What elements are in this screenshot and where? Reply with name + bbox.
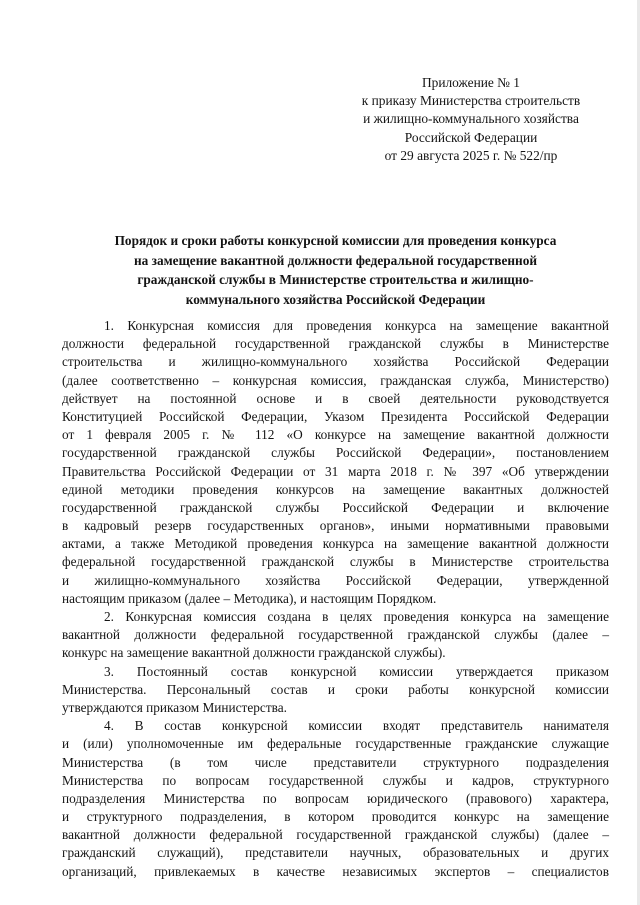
text-line: Конституцией Российской Федерации, Указом Президента Российской Федерации: [62, 408, 609, 424]
document-title: [62, 231, 609, 309]
text-line: Министерства. Персональный состав и сроки работы конкурсной комиссии: [62, 681, 609, 697]
paragraph-1: [62, 317, 609, 608]
text-line: 4. В состав конкурсной комиссии входят представитель нанимателя: [104, 718, 609, 734]
appendix-header: [340, 74, 602, 165]
text-line: 2. Конкурсная комиссия создана в целях проведения конкурса на замещение: [104, 609, 609, 624]
paragraph-3: [62, 663, 609, 718]
text-line: 1. Конкурсная комиссия для проведения конкурса на замещение вакантной: [104, 318, 609, 333]
text-line: и (или) уполномоченные им федеральные государственные гражданские служащие: [62, 736, 609, 752]
text-line: вакантной должности федеральной государственной гражданской службы) (далее –: [62, 827, 609, 843]
text-line: гражданский служащий), представители научных, образовательных и других: [62, 845, 609, 861]
text-line: (далее соответственно – конкурсная комиссия, гражданская служба, Министерство): [62, 372, 609, 388]
document-title-line: Порядок и сроки работы конкурсной комиссии для проведения конкурса: [114, 233, 557, 248]
text-line: организаций, привлекаемых в качестве независимых экспертов – специалистов: [62, 863, 609, 879]
text-line: конкурс на замещение вакантной должности гражданской службы).: [62, 645, 446, 661]
document-body: [62, 317, 609, 881]
paragraph-2: [62, 608, 609, 663]
text-line: актами, а также Методикой проведения конкурса на замещение вакантной должности: [62, 536, 609, 552]
text-line: Правительства Российской Федерации от 31 марта 2018 г. № 397 «Об утверждении: [62, 463, 609, 479]
text-line: Министерства по вопросам государственной службы и кадров, структурного: [62, 772, 609, 788]
text-line: настоящим приказом (далее – Методика), и настоящим Порядком.: [62, 590, 437, 606]
text-line: утверждаются приказом Министерства.: [62, 699, 287, 715]
text-line: от 1 февраля 2005 г. № 112 «О конкурсе на замещение вакантной должности: [62, 427, 609, 443]
text-line: должности федеральной государственной гражданской службы в Министерстве: [62, 336, 609, 352]
text-line: действует на постоянной основе и в своей деятельности руководствуется: [62, 390, 609, 406]
text-line: и жилищно-коммунального хозяйства Российской Федерации, утвержденной: [62, 572, 609, 588]
document-title-line: гражданской службы в Министерстве строительства и жилищно-: [137, 272, 534, 288]
text-line: строительства и жилищно-коммунального хозяйства Российской Федерации: [62, 354, 609, 370]
document-title-line: на замещение вакантной должности федеральной государственной: [133, 252, 538, 268]
text-line: и структурного подразделения, в котором проводится конкурс на замещение: [62, 809, 609, 825]
appendix-header-line: и жилищно-коммунального хозяйства: [363, 111, 579, 127]
text-line: подразделения Министерства по вопросам юридического (правового) характера,: [62, 790, 609, 806]
appendix-header-line: от 29 августа 2025 г. № 522/пр: [384, 147, 558, 163]
appendix-header-line: Приложение № 1: [421, 75, 521, 90]
text-line: 3. Постоянный состав конкурсной комиссии утверждается приказом: [104, 663, 609, 679]
text-line: государственной гражданской службы Российской Федерации», постановлением: [62, 445, 609, 461]
text-line: единой методики проведения конкурсов на замещение вакантных должностей: [62, 481, 609, 497]
appendix-header-line: Российской Федерации: [404, 129, 538, 145]
text-line: в кадровый резерв государственных органов», иными нормативными правовыми: [62, 518, 609, 534]
text-line: государственной гражданской службы Российской Федерации и включение: [62, 499, 609, 515]
document-title-line: коммунального хозяйства Российской Федерации: [185, 291, 486, 307]
text-line: федеральной государственной гражданской службы в Министерстве строительства: [62, 554, 609, 570]
paragraph-4: [62, 717, 609, 881]
appendix-header-line: к приказу Министерства строительств: [361, 93, 581, 109]
text-line: Министерства (в том числе представители структурного подразделения: [62, 754, 609, 770]
text-line: вакантной должности федеральной государственной гражданской службы (далее –: [62, 627, 609, 643]
